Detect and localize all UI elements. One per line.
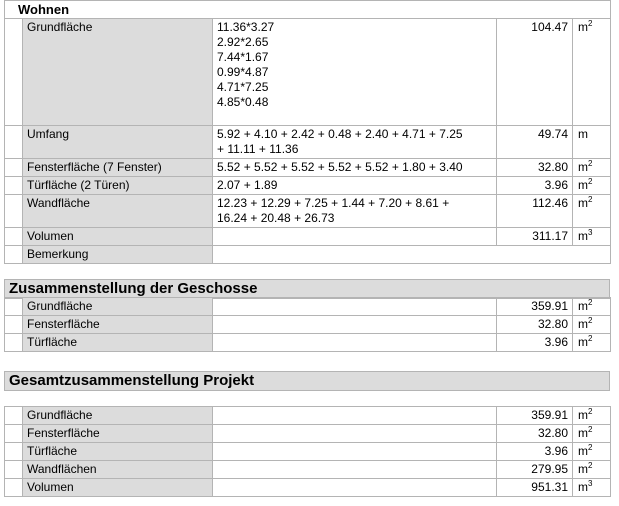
unit-cell: $m^2$: [573, 407, 611, 425]
wohnen-title: Wohnen: [18, 2, 70, 17]
row-label: Grundfläche: [23, 407, 213, 425]
value-cell: 104.47: [497, 19, 573, 126]
row-label: Grundfläche: [23, 298, 213, 316]
section-title-geschosse: [4, 279, 610, 299]
value-cell: 32.80: [497, 425, 573, 443]
row-label: Volumen: [23, 228, 213, 246]
row-label: Fensterfläche: [23, 316, 213, 334]
unit-cell: $m^2$: [573, 195, 611, 228]
table-row: [5, 316, 611, 334]
row-label: Umfang: [23, 126, 213, 159]
row-label: Bemerkung: [23, 246, 213, 264]
row-label: Grundfläche: [23, 19, 213, 126]
unit-cell: $m^3$: [573, 228, 611, 246]
unit-cell: $m^2$: [573, 334, 611, 352]
row-label: Volumen: [23, 479, 213, 497]
table-row: [5, 246, 611, 264]
value-cell: 32.80: [497, 159, 573, 177]
table-row: [5, 19, 611, 126]
value-cell: 3.96: [497, 177, 573, 195]
value-cell: 49.74: [497, 126, 573, 159]
unit-cell: $m^2$: [573, 316, 611, 334]
value-cell: 279.95: [497, 461, 573, 479]
unit-cell: $m^3$: [573, 479, 611, 497]
value-cell: 32.80: [497, 316, 573, 334]
section-title-wohnen: [4, 0, 611, 18]
row-label: Türfläche: [23, 334, 213, 352]
table-row: [5, 177, 611, 195]
unit-cell: $m^2$: [573, 19, 611, 126]
expression-cell: 12.23 + 12.29 + 7.25 + 1.44 + 7.20 + 8.61 + 16.24 + 20.48 + 26.73: [213, 195, 497, 228]
table-row: [5, 461, 611, 479]
projekt-title: Gesamtzusammenstellung Projekt: [9, 372, 255, 389]
table-row: [5, 298, 611, 316]
unit-cell: m: [573, 126, 611, 159]
expression-cell: 5.92 + 4.10 + 2.42 + 0.48 + 2.40 + 4.71 + 7.25 + 11.11 + 11.36: [213, 126, 497, 159]
expression-cell: 11.36*3.27 2.92*2.65 7.44*1.67 0.99*4.87 4.71*7.25 4.85*0.48: [213, 19, 497, 126]
geschosse-title: Zusammenstellung der Geschosse: [9, 280, 258, 297]
section-title-projekt: [4, 371, 610, 391]
table-row: [5, 334, 611, 352]
row-label: Wandflächen: [23, 461, 213, 479]
unit-cell: $m^2$: [573, 177, 611, 195]
value-cell: 311.17: [497, 228, 573, 246]
expression-cell: 5.52 + 5.52 + 5.52 + 5.52 + 5.52 + 1.80 + 3.40: [213, 159, 497, 177]
table-row: [5, 126, 611, 159]
unit-cell: $m^2$: [573, 461, 611, 479]
geschosse-table: [4, 297, 611, 352]
value-cell: 359.91: [497, 298, 573, 316]
table-row: [5, 407, 611, 425]
table-row: [5, 479, 611, 497]
unit-cell: $m^2$: [573, 159, 611, 177]
projekt-table: [4, 406, 611, 497]
value-cell: 3.96: [497, 334, 573, 352]
row-label: Fensterfläche (7 Fenster): [23, 159, 213, 177]
row-label: Türfläche: [23, 443, 213, 461]
unit-cell: $m^2$: [573, 425, 611, 443]
row-label: Türfläche (2 Türen): [23, 177, 213, 195]
row-label: Wandfläche: [23, 195, 213, 228]
remark-cell: [213, 246, 611, 264]
table-row: [5, 443, 611, 461]
row-label: Fensterfläche: [23, 425, 213, 443]
table-row: [5, 159, 611, 177]
table-row: [5, 228, 611, 246]
unit-cell: $m^2$: [573, 443, 611, 461]
value-cell: 112.46: [497, 195, 573, 228]
expression-cell: 2.07 + 1.89: [213, 177, 497, 195]
value-cell: 359.91: [497, 407, 573, 425]
value-cell: 3.96: [497, 443, 573, 461]
unit-cell: $m^2$: [573, 298, 611, 316]
expression-cell: [213, 228, 497, 246]
wohnen-table: [4, 18, 611, 264]
table-row: [5, 425, 611, 443]
table-row: [5, 195, 611, 228]
value-cell: 951.31: [497, 479, 573, 497]
